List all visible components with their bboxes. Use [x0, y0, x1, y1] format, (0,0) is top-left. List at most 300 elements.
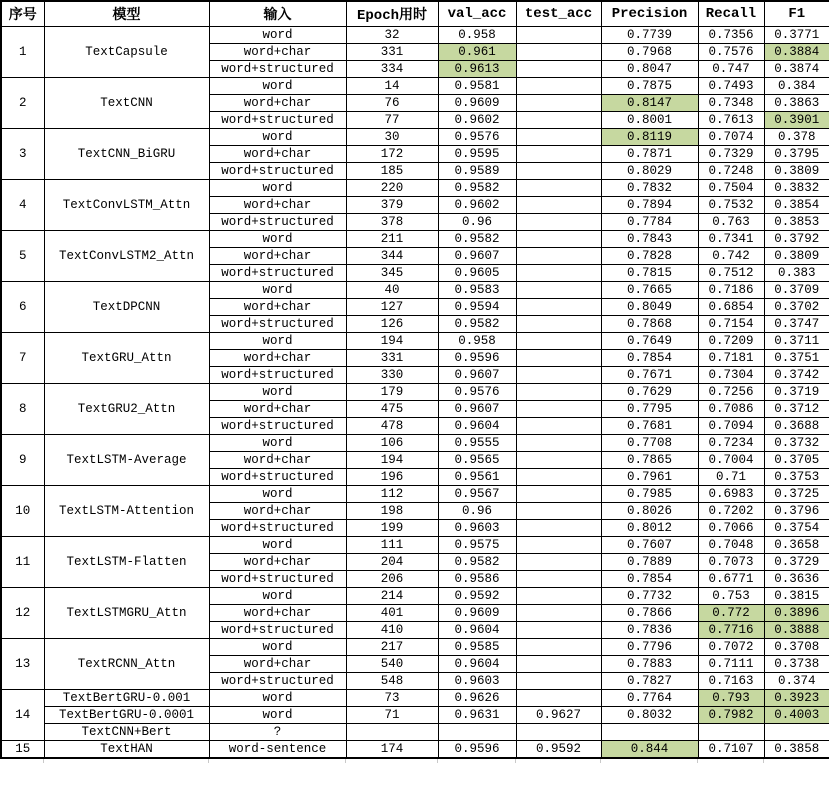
f1-cell[interactable]: 0.3795 [764, 146, 829, 163]
input-cell[interactable]: word+structured [209, 112, 346, 129]
epoch-cell[interactable]: 475 [346, 401, 438, 418]
test_acc-cell[interactable] [516, 316, 601, 333]
test_acc-cell[interactable] [516, 95, 601, 112]
precision-cell[interactable]: 0.7796 [601, 639, 698, 656]
recall-cell[interactable]: 0.7094 [698, 418, 764, 435]
epoch-cell[interactable]: 378 [346, 214, 438, 231]
column-header-recall[interactable]: Recall [698, 1, 764, 27]
epoch-cell[interactable]: 220 [346, 180, 438, 197]
index-cell[interactable]: 6 [1, 282, 44, 333]
test_acc-cell[interactable] [516, 656, 601, 673]
epoch-cell[interactable]: 198 [346, 503, 438, 520]
index-cell[interactable]: 14 [1, 690, 44, 741]
val_acc-cell[interactable]: 0.9582 [438, 180, 516, 197]
f1-cell[interactable]: 0.3719 [764, 384, 829, 401]
test_acc-cell[interactable] [516, 588, 601, 605]
val_acc-cell[interactable]: 0.9585 [438, 639, 516, 656]
precision-cell[interactable]: 0.7894 [601, 197, 698, 214]
test_acc-cell[interactable]: 0.9592 [516, 741, 601, 759]
precision-cell[interactable]: 0.7739 [601, 27, 698, 44]
precision-cell[interactable]: 0.7985 [601, 486, 698, 503]
input-cell[interactable]: word [209, 27, 346, 44]
input-cell[interactable]: word+char [209, 452, 346, 469]
input-cell[interactable]: word [209, 180, 346, 197]
epoch-cell[interactable]: 77 [346, 112, 438, 129]
f1-cell[interactable]: 0.3709 [764, 282, 829, 299]
test_acc-cell[interactable] [516, 129, 601, 146]
input-cell[interactable]: word+structured [209, 673, 346, 690]
test_acc-cell[interactable] [516, 673, 601, 690]
recall-cell[interactable]: 0.7341 [698, 231, 764, 248]
val_acc-cell[interactable]: 0.9592 [438, 588, 516, 605]
input-cell[interactable]: word+char [209, 554, 346, 571]
epoch-cell[interactable]: 345 [346, 265, 438, 282]
epoch-cell[interactable] [346, 724, 438, 741]
precision-cell[interactable]: 0.8001 [601, 112, 698, 129]
val_acc-cell[interactable]: 0.9607 [438, 401, 516, 418]
test_acc-cell[interactable] [516, 265, 601, 282]
index-cell[interactable]: 8 [1, 384, 44, 435]
f1-cell[interactable]: 0.3753 [764, 469, 829, 486]
recall-cell[interactable]: 0.7074 [698, 129, 764, 146]
test_acc-cell[interactable] [516, 435, 601, 452]
epoch-cell[interactable]: 331 [346, 44, 438, 61]
epoch-cell[interactable]: 196 [346, 469, 438, 486]
epoch-cell[interactable]: 194 [346, 452, 438, 469]
recall-cell[interactable]: 0.7209 [698, 333, 764, 350]
precision-cell[interactable]: 0.7764 [601, 690, 698, 707]
precision-cell[interactable]: 0.7671 [601, 367, 698, 384]
recall-cell[interactable]: 0.6771 [698, 571, 764, 588]
f1-cell[interactable] [764, 724, 829, 741]
input-cell[interactable]: word+structured [209, 214, 346, 231]
index-cell[interactable]: 9 [1, 435, 44, 486]
test_acc-cell[interactable] [516, 690, 601, 707]
recall-cell[interactable]: 0.7107 [698, 741, 764, 759]
precision-cell[interactable]: 0.7866 [601, 605, 698, 622]
recall-cell[interactable] [698, 724, 764, 741]
recall-cell[interactable]: 0.7086 [698, 401, 764, 418]
index-cell[interactable]: 15 [1, 741, 44, 759]
val_acc-cell[interactable]: 0.9604 [438, 418, 516, 435]
f1-cell[interactable]: 0.3874 [764, 61, 829, 78]
input-cell[interactable]: word+structured [209, 571, 346, 588]
input-cell[interactable]: word+structured [209, 469, 346, 486]
val_acc-cell[interactable] [438, 724, 516, 741]
recall-cell[interactable]: 0.7504 [698, 180, 764, 197]
input-cell[interactable]: word+structured [209, 163, 346, 180]
index-cell[interactable]: 10 [1, 486, 44, 537]
val_acc-cell[interactable]: 0.9583 [438, 282, 516, 299]
precision-cell[interactable]: 0.7681 [601, 418, 698, 435]
f1-cell[interactable]: 0.3754 [764, 520, 829, 537]
f1-cell[interactable]: 0.3747 [764, 316, 829, 333]
epoch-cell[interactable]: 126 [346, 316, 438, 333]
recall-cell[interactable]: 0.7982 [698, 707, 764, 724]
input-cell[interactable]: word+char [209, 299, 346, 316]
test_acc-cell[interactable] [516, 350, 601, 367]
val_acc-cell[interactable]: 0.9581 [438, 78, 516, 95]
precision-cell[interactable]: 0.8012 [601, 520, 698, 537]
test_acc-cell[interactable] [516, 231, 601, 248]
epoch-cell[interactable]: 211 [346, 231, 438, 248]
test_acc-cell[interactable] [516, 180, 601, 197]
precision-cell[interactable]: 0.7961 [601, 469, 698, 486]
test_acc-cell[interactable] [516, 384, 601, 401]
precision-cell[interactable]: 0.7832 [601, 180, 698, 197]
model-cell[interactable]: TextBertGRU-0.001 [44, 690, 209, 707]
val_acc-cell[interactable]: 0.9603 [438, 520, 516, 537]
f1-cell[interactable]: 0.3854 [764, 197, 829, 214]
precision-cell[interactable]: 0.7795 [601, 401, 698, 418]
model-cell[interactable]: TextLSTMGRU_Attn [44, 588, 209, 639]
f1-cell[interactable]: 0.4003 [764, 707, 829, 724]
recall-cell[interactable]: 0.7111 [698, 656, 764, 673]
test_acc-cell[interactable] [516, 61, 601, 78]
recall-cell[interactable]: 0.6854 [698, 299, 764, 316]
model-cell[interactable]: TextCapsule [44, 27, 209, 78]
test_acc-cell[interactable] [516, 520, 601, 537]
recall-cell[interactable]: 0.7256 [698, 384, 764, 401]
column-header-test_acc[interactable]: test_acc [516, 1, 601, 27]
test_acc-cell[interactable] [516, 401, 601, 418]
column-header-f1[interactable]: F1 [764, 1, 829, 27]
val_acc-cell[interactable]: 0.96 [438, 214, 516, 231]
recall-cell[interactable]: 0.7004 [698, 452, 764, 469]
f1-cell[interactable]: 0.3815 [764, 588, 829, 605]
test_acc-cell[interactable] [516, 282, 601, 299]
precision-cell[interactable]: 0.8047 [601, 61, 698, 78]
input-cell[interactable]: word+structured [209, 418, 346, 435]
recall-cell[interactable]: 0.7304 [698, 367, 764, 384]
input-cell[interactable]: word+char [209, 503, 346, 520]
epoch-cell[interactable]: 194 [346, 333, 438, 350]
recall-cell[interactable]: 0.7154 [698, 316, 764, 333]
f1-cell[interactable]: 0.3809 [764, 163, 829, 180]
input-cell[interactable]: word [209, 707, 346, 724]
val_acc-cell[interactable]: 0.9561 [438, 469, 516, 486]
column-header-epoch[interactable]: Epoch用时 [346, 1, 438, 27]
test_acc-cell[interactable] [516, 418, 601, 435]
val_acc-cell[interactable]: 0.961 [438, 44, 516, 61]
model-cell[interactable]: TextDPCNN [44, 282, 209, 333]
f1-cell[interactable]: 0.3832 [764, 180, 829, 197]
column-header-index[interactable]: 序号 [1, 1, 44, 27]
f1-cell[interactable]: 0.378 [764, 129, 829, 146]
input-cell[interactable]: word+char [209, 44, 346, 61]
val_acc-cell[interactable]: 0.9609 [438, 95, 516, 112]
index-cell[interactable]: 11 [1, 537, 44, 588]
input-cell[interactable]: word [209, 588, 346, 605]
epoch-cell[interactable]: 185 [346, 163, 438, 180]
input-cell[interactable]: word [209, 435, 346, 452]
model-cell[interactable]: TextGRU_Attn [44, 333, 209, 384]
recall-cell[interactable]: 0.7613 [698, 112, 764, 129]
input-cell[interactable]: word [209, 231, 346, 248]
input-cell[interactable]: word+char [209, 656, 346, 673]
f1-cell[interactable]: 0.3636 [764, 571, 829, 588]
test_acc-cell[interactable] [516, 537, 601, 554]
test_acc-cell[interactable] [516, 78, 601, 95]
epoch-cell[interactable]: 379 [346, 197, 438, 214]
test_acc-cell[interactable] [516, 146, 601, 163]
precision-cell[interactable]: 0.7828 [601, 248, 698, 265]
f1-cell[interactable]: 0.3853 [764, 214, 829, 231]
f1-cell[interactable]: 0.384 [764, 78, 829, 95]
f1-cell[interactable]: 0.3901 [764, 112, 829, 129]
model-cell[interactable]: TextLSTM-Average [44, 435, 209, 486]
recall-cell[interactable]: 0.753 [698, 588, 764, 605]
val_acc-cell[interactable]: 0.96 [438, 503, 516, 520]
f1-cell[interactable]: 0.3688 [764, 418, 829, 435]
precision-cell[interactable]: 0.7629 [601, 384, 698, 401]
precision-cell[interactable]: 0.8119 [601, 129, 698, 146]
recall-cell[interactable]: 0.7348 [698, 95, 764, 112]
column-header-input[interactable]: 输入 [209, 1, 346, 27]
precision-cell[interactable]: 0.7875 [601, 78, 698, 95]
val_acc-cell[interactable]: 0.9596 [438, 350, 516, 367]
f1-cell[interactable]: 0.3732 [764, 435, 829, 452]
val_acc-cell[interactable]: 0.9576 [438, 129, 516, 146]
column-header-val_acc[interactable]: val_acc [438, 1, 516, 27]
precision-cell[interactable]: 0.7665 [601, 282, 698, 299]
epoch-cell[interactable]: 410 [346, 622, 438, 639]
model-cell[interactable]: TextRCNN_Attn [44, 639, 209, 690]
recall-cell[interactable]: 0.747 [698, 61, 764, 78]
epoch-cell[interactable]: 206 [346, 571, 438, 588]
val_acc-cell[interactable]: 0.9596 [438, 741, 516, 759]
recall-cell[interactable]: 0.7048 [698, 537, 764, 554]
f1-cell[interactable]: 0.3705 [764, 452, 829, 469]
val_acc-cell[interactable]: 0.9609 [438, 605, 516, 622]
recall-cell[interactable]: 0.7202 [698, 503, 764, 520]
val_acc-cell[interactable]: 0.9555 [438, 435, 516, 452]
input-cell[interactable]: word-sentence [209, 741, 346, 759]
test_acc-cell[interactable] [516, 27, 601, 44]
recall-cell[interactable]: 0.71 [698, 469, 764, 486]
precision-cell[interactable]: 0.7868 [601, 316, 698, 333]
recall-cell[interactable]: 0.742 [698, 248, 764, 265]
val_acc-cell[interactable]: 0.9586 [438, 571, 516, 588]
input-cell[interactable]: word+char [209, 146, 346, 163]
f1-cell[interactable]: 0.3712 [764, 401, 829, 418]
column-header-precision[interactable]: Precision [601, 1, 698, 27]
epoch-cell[interactable]: 106 [346, 435, 438, 452]
epoch-cell[interactable]: 214 [346, 588, 438, 605]
val_acc-cell[interactable]: 0.9602 [438, 112, 516, 129]
f1-cell[interactable]: 0.3729 [764, 554, 829, 571]
f1-cell[interactable]: 0.3702 [764, 299, 829, 316]
val_acc-cell[interactable]: 0.9589 [438, 163, 516, 180]
input-cell[interactable]: word+char [209, 605, 346, 622]
epoch-cell[interactable]: 32 [346, 27, 438, 44]
test_acc-cell[interactable] [516, 554, 601, 571]
precision-cell[interactable]: 0.7889 [601, 554, 698, 571]
val_acc-cell[interactable]: 0.958 [438, 333, 516, 350]
epoch-cell[interactable]: 174 [346, 741, 438, 759]
model-cell[interactable]: TextGRU2_Attn [44, 384, 209, 435]
test_acc-cell[interactable] [516, 112, 601, 129]
epoch-cell[interactable]: 199 [346, 520, 438, 537]
val_acc-cell[interactable]: 0.9602 [438, 197, 516, 214]
recall-cell[interactable]: 0.6983 [698, 486, 764, 503]
precision-cell[interactable]: 0.8029 [601, 163, 698, 180]
epoch-cell[interactable]: 71 [346, 707, 438, 724]
epoch-cell[interactable]: 204 [346, 554, 438, 571]
model-cell[interactable]: TextHAN [44, 741, 209, 759]
epoch-cell[interactable]: 548 [346, 673, 438, 690]
val_acc-cell[interactable]: 0.9575 [438, 537, 516, 554]
val_acc-cell[interactable]: 0.9603 [438, 673, 516, 690]
precision-cell[interactable]: 0.7871 [601, 146, 698, 163]
precision-cell[interactable]: 0.7732 [601, 588, 698, 605]
precision-cell[interactable]: 0.8026 [601, 503, 698, 520]
epoch-cell[interactable]: 76 [346, 95, 438, 112]
test_acc-cell[interactable] [516, 469, 601, 486]
test_acc-cell[interactable] [516, 163, 601, 180]
test_acc-cell[interactable] [516, 197, 601, 214]
val_acc-cell[interactable]: 0.9565 [438, 452, 516, 469]
model-cell[interactable]: TextBertGRU-0.0001 [44, 707, 209, 724]
recall-cell[interactable]: 0.7356 [698, 27, 764, 44]
test_acc-cell[interactable] [516, 214, 601, 231]
val_acc-cell[interactable]: 0.9567 [438, 486, 516, 503]
test_acc-cell[interactable] [516, 333, 601, 350]
epoch-cell[interactable]: 73 [346, 690, 438, 707]
test_acc-cell[interactable] [516, 367, 601, 384]
test_acc-cell[interactable] [516, 639, 601, 656]
val_acc-cell[interactable]: 0.9582 [438, 316, 516, 333]
test_acc-cell[interactable] [516, 503, 601, 520]
index-cell[interactable]: 7 [1, 333, 44, 384]
input-cell[interactable]: word [209, 690, 346, 707]
precision-cell[interactable]: 0.7883 [601, 656, 698, 673]
epoch-cell[interactable]: 344 [346, 248, 438, 265]
epoch-cell[interactable]: 330 [346, 367, 438, 384]
epoch-cell[interactable]: 179 [346, 384, 438, 401]
val_acc-cell[interactable]: 0.9582 [438, 554, 516, 571]
val_acc-cell[interactable]: 0.9631 [438, 707, 516, 724]
recall-cell[interactable]: 0.7181 [698, 350, 764, 367]
precision-cell[interactable]: 0.7854 [601, 350, 698, 367]
input-cell[interactable]: word+char [209, 197, 346, 214]
f1-cell[interactable]: 0.3792 [764, 231, 829, 248]
precision-cell[interactable]: 0.7815 [601, 265, 698, 282]
test_acc-cell[interactable] [516, 44, 601, 61]
f1-cell[interactable]: 0.3742 [764, 367, 829, 384]
input-cell[interactable]: word+structured [209, 367, 346, 384]
recall-cell[interactable]: 0.7072 [698, 639, 764, 656]
epoch-cell[interactable]: 111 [346, 537, 438, 554]
recall-cell[interactable]: 0.7716 [698, 622, 764, 639]
input-cell[interactable]: word [209, 333, 346, 350]
model-cell[interactable]: TextCNN+Bert [44, 724, 209, 741]
f1-cell[interactable]: 0.3738 [764, 656, 829, 673]
recall-cell[interactable]: 0.7532 [698, 197, 764, 214]
test_acc-cell[interactable] [516, 724, 601, 741]
epoch-cell[interactable]: 112 [346, 486, 438, 503]
input-cell[interactable]: word+char [209, 401, 346, 418]
model-cell[interactable]: TextCNN [44, 78, 209, 129]
input-cell[interactable]: word+char [209, 95, 346, 112]
input-cell[interactable]: word [209, 129, 346, 146]
epoch-cell[interactable]: 331 [346, 350, 438, 367]
test_acc-cell[interactable] [516, 486, 601, 503]
epoch-cell[interactable]: 334 [346, 61, 438, 78]
test_acc-cell[interactable] [516, 452, 601, 469]
f1-cell[interactable]: 0.383 [764, 265, 829, 282]
index-cell[interactable]: 4 [1, 180, 44, 231]
epoch-cell[interactable]: 127 [346, 299, 438, 316]
epoch-cell[interactable]: 172 [346, 146, 438, 163]
f1-cell[interactable]: 0.3658 [764, 537, 829, 554]
model-cell[interactable]: TextConvLSTM_Attn [44, 180, 209, 231]
test_acc-cell[interactable] [516, 571, 601, 588]
input-cell[interactable]: word+structured [209, 316, 346, 333]
recall-cell[interactable]: 0.793 [698, 690, 764, 707]
epoch-cell[interactable]: 217 [346, 639, 438, 656]
f1-cell[interactable]: 0.3888 [764, 622, 829, 639]
val_acc-cell[interactable]: 0.9626 [438, 690, 516, 707]
precision-cell[interactable]: 0.7708 [601, 435, 698, 452]
val_acc-cell[interactable]: 0.9604 [438, 656, 516, 673]
val_acc-cell[interactable]: 0.9595 [438, 146, 516, 163]
model-cell[interactable]: TextLSTM-Attention [44, 486, 209, 537]
f1-cell[interactable]: 0.3771 [764, 27, 829, 44]
precision-cell[interactable]: 0.8049 [601, 299, 698, 316]
recall-cell[interactable]: 0.7248 [698, 163, 764, 180]
model-cell[interactable]: TextConvLSTM2_Attn [44, 231, 209, 282]
precision-cell[interactable]: 0.7827 [601, 673, 698, 690]
f1-cell[interactable]: 0.3896 [764, 605, 829, 622]
input-cell[interactable]: word [209, 486, 346, 503]
precision-cell[interactable]: 0.7836 [601, 622, 698, 639]
input-cell[interactable]: word+structured [209, 61, 346, 78]
epoch-cell[interactable]: 30 [346, 129, 438, 146]
epoch-cell[interactable]: 40 [346, 282, 438, 299]
input-cell[interactable]: word+structured [209, 265, 346, 282]
input-cell[interactable]: word+char [209, 248, 346, 265]
val_acc-cell[interactable]: 0.9607 [438, 248, 516, 265]
f1-cell[interactable]: 0.3725 [764, 486, 829, 503]
precision-cell[interactable]: 0.7784 [601, 214, 698, 231]
input-cell[interactable]: word [209, 78, 346, 95]
epoch-cell[interactable]: 401 [346, 605, 438, 622]
precision-cell[interactable]: 0.7854 [601, 571, 698, 588]
precision-cell[interactable]: 0.7968 [601, 44, 698, 61]
val_acc-cell[interactable]: 0.9607 [438, 367, 516, 384]
model-cell[interactable]: TextCNN_BiGRU [44, 129, 209, 180]
model-cell[interactable]: TextLSTM-Flatten [44, 537, 209, 588]
f1-cell[interactable]: 0.374 [764, 673, 829, 690]
index-cell[interactable]: 12 [1, 588, 44, 639]
recall-cell[interactable]: 0.7512 [698, 265, 764, 282]
precision-cell[interactable]: 0.7649 [601, 333, 698, 350]
epoch-cell[interactable]: 14 [346, 78, 438, 95]
f1-cell[interactable]: 0.3863 [764, 95, 829, 112]
epoch-cell[interactable]: 478 [346, 418, 438, 435]
val_acc-cell[interactable]: 0.9605 [438, 265, 516, 282]
f1-cell[interactable]: 0.3708 [764, 639, 829, 656]
precision-cell[interactable]: 0.8147 [601, 95, 698, 112]
index-cell[interactable]: 1 [1, 27, 44, 78]
val_acc-cell[interactable]: 0.9613 [438, 61, 516, 78]
epoch-cell[interactable]: 540 [346, 656, 438, 673]
f1-cell[interactable]: 0.3751 [764, 350, 829, 367]
recall-cell[interactable]: 0.763 [698, 214, 764, 231]
input-cell[interactable]: word [209, 282, 346, 299]
recall-cell[interactable]: 0.7329 [698, 146, 764, 163]
